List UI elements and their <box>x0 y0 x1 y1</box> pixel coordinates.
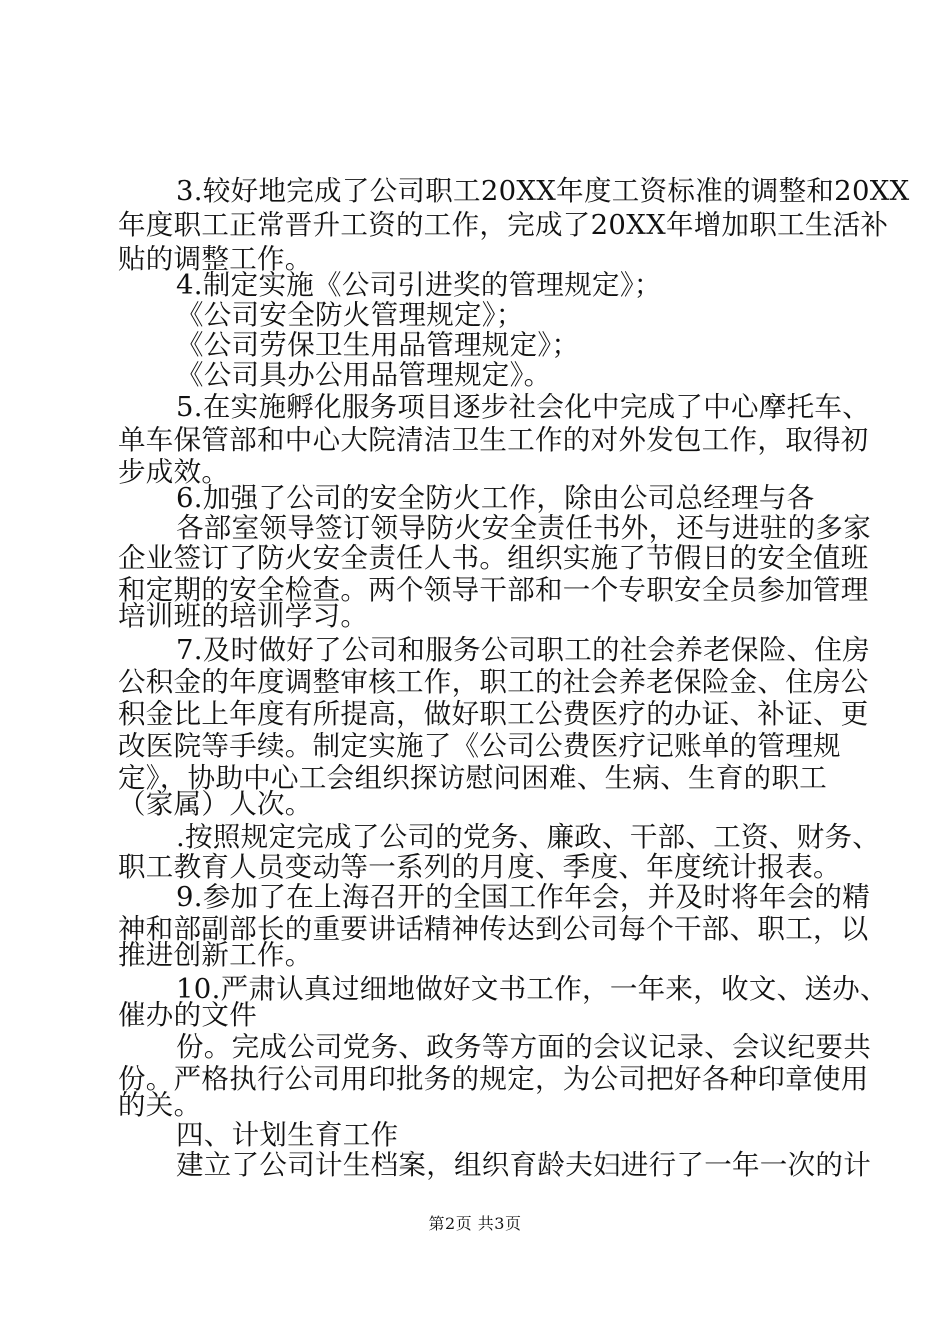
body-line-21: （家属）人次。 <box>118 788 313 820</box>
body-line-2: 年度职工正常晋升工资的工作，完成了20XX年增加职工生活补 <box>118 209 889 241</box>
body-line-18: 积金比上年度有所提高，做好职工公费医疗的办证、补证、更 <box>118 698 869 730</box>
body-line-8: 5.在实施孵化服务项目逐步社会化中完成了中心摩托车、 <box>176 391 871 423</box>
body-line-23: 职工教育人员变动等一系列的月度、季度、年度统计报表。 <box>118 851 841 883</box>
body-line-17: 公积金的年度调整审核工作，职工的社会养老保险金、住房公 <box>118 666 869 698</box>
body-line-7: 《公司具办公用品管理规定》。 <box>176 359 552 391</box>
section-heading: 四、计划生育工作 <box>176 1119 399 1151</box>
body-line-30: 份。严格执行公司用印批务的规定，为公司把好各种印章使用 <box>118 1063 869 1095</box>
body-line-12: 各部室领导签订领导防火安全责任书外，还与进驻的多家 <box>176 512 871 544</box>
body-line-10: 步成效。 <box>118 456 230 488</box>
body-line-16: 7.及时做好了公司和服务公司职工的社会养老保险、住房 <box>176 634 871 666</box>
body-line-22: .按照规定完成了公司的党务、廉政、干部、工资、财务、 <box>176 821 881 853</box>
body-line-13: 企业签订了防火安全责任人书。组织实施了节假日的安全值班 <box>118 542 869 574</box>
body-line-28: 催办的文件 <box>118 999 257 1031</box>
body-line-20: 定》，协助中心工会组织探访慰问困难、生病、生育的职工 <box>118 762 828 794</box>
body-line-33: 建立了公司计生档案，组织育龄夫妇进行了一年一次的计 <box>176 1149 871 1181</box>
body-line-4: 4.制定实施《公司引进奖的管理规定》； <box>176 269 662 301</box>
body-line-14: 和定期的安全检查。两个领导干部和一个专职安全员参加管理 <box>118 574 869 606</box>
body-line-15: 培训班的培训学习。 <box>118 600 369 632</box>
body-line-27: 10.严肃认真过细地做好文书工作，一年来，收文、送办、 <box>176 973 888 1005</box>
body-line-6: 《公司劳保卫生用品管理规定》； <box>176 329 580 361</box>
body-line-5: 《公司安全防火管理规定》； <box>176 299 524 331</box>
body-line-26: 推进创新工作。 <box>118 939 313 971</box>
body-line-25: 神和部副部长的重要讲话精神传达到公司每个干部、职工，以 <box>118 913 869 945</box>
body-line-1: 3.较好地完成了公司职工20XX年度工资标准的调整和20XX <box>176 175 910 207</box>
body-line-11: 6.加强了公司的安全防火工作，除由公司总经理与各 <box>176 482 815 514</box>
body-line-19: 改医院等手续。制定实施了《公司公费医疗记账单的管理规 <box>118 730 841 762</box>
body-line-31: 的关。 <box>118 1089 202 1121</box>
body-line-3: 贴的调整工作。 <box>118 243 313 275</box>
body-line-9: 单车保管部和中心大院清洁卫生工作的对外发包工作，取得初 <box>118 424 869 456</box>
body-line-24: 9.参加了在上海召开的全国工作年会，并及时将年会的精 <box>176 881 871 913</box>
body-line-29: 份。完成公司党务、政务等方面的会议记录、会议纪要共 <box>176 1031 871 1063</box>
page-footer: 第2页 共3页 <box>428 1214 522 1233</box>
